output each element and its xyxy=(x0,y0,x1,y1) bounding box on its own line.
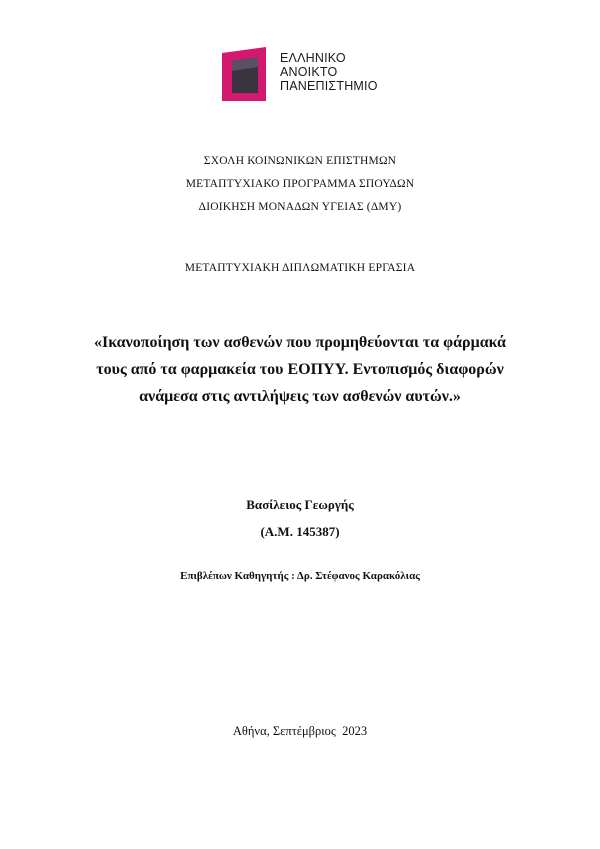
author-block xyxy=(0,491,600,545)
author-registration: (Α.Μ. 145387) xyxy=(260,524,340,539)
university-logo-icon xyxy=(218,43,276,105)
logo-line-1: ΕΛΛΗΝΙΚΟ xyxy=(280,51,346,65)
university-logo xyxy=(218,43,388,105)
thesis-type: ΜΕΤΑΠΤΥΧΙΑΚΗ ΔΙΠΛΩΜΑΤΙΚΗ ΕΡΓΑΣΙΑ xyxy=(184,262,416,274)
specialization-name: ΔΙΟΙΚΗΣΗ ΜΟΝΑΔΩΝ ΥΓΕΙΑΣ (ΔΜΥ) xyxy=(198,201,402,213)
thesis-title xyxy=(60,329,540,410)
thesis-title-line-2: τους από τα φαρμακεία του ΕΟΠΥΥ. Εντοπισμός διαφορών xyxy=(96,361,504,378)
school-block xyxy=(0,150,600,219)
supervisor: Επιβλέπων Καθηγητής : Δρ. Στέφανος Καρακόλιας xyxy=(180,570,420,582)
program-name: ΜΕΤΑΠΤΥΧΙΑΚΟ ΠΡΟΓΡΑΜΜΑ ΣΠΟΥΔΩΝ xyxy=(185,178,415,190)
university-name xyxy=(280,51,378,93)
logo-line-2: ΑΝΟΙΚΤΟ xyxy=(280,65,338,79)
thesis-title-line-1: «Ικανοποίηση των ασθενών που προμηθεύονται τα φάρμακά xyxy=(94,334,506,351)
author-name: Βασίλειος Γεωργής xyxy=(246,497,354,512)
thesis-title-line-3: ανάμεσα στις αντιλήψεις των ασθενών αυτών.» xyxy=(139,388,461,405)
school-name: ΣΧΟΛΗ ΚΟΙΝΩΝΙΚΩΝ ΕΠΙΣΤΗΜΩΝ xyxy=(203,155,397,167)
logo-line-3: ΠΑΝΕΠΙΣΤΗΜΙΟ xyxy=(280,79,378,93)
place-date: Αθήνα, Σεπτέμβριος 2023 xyxy=(232,724,368,738)
